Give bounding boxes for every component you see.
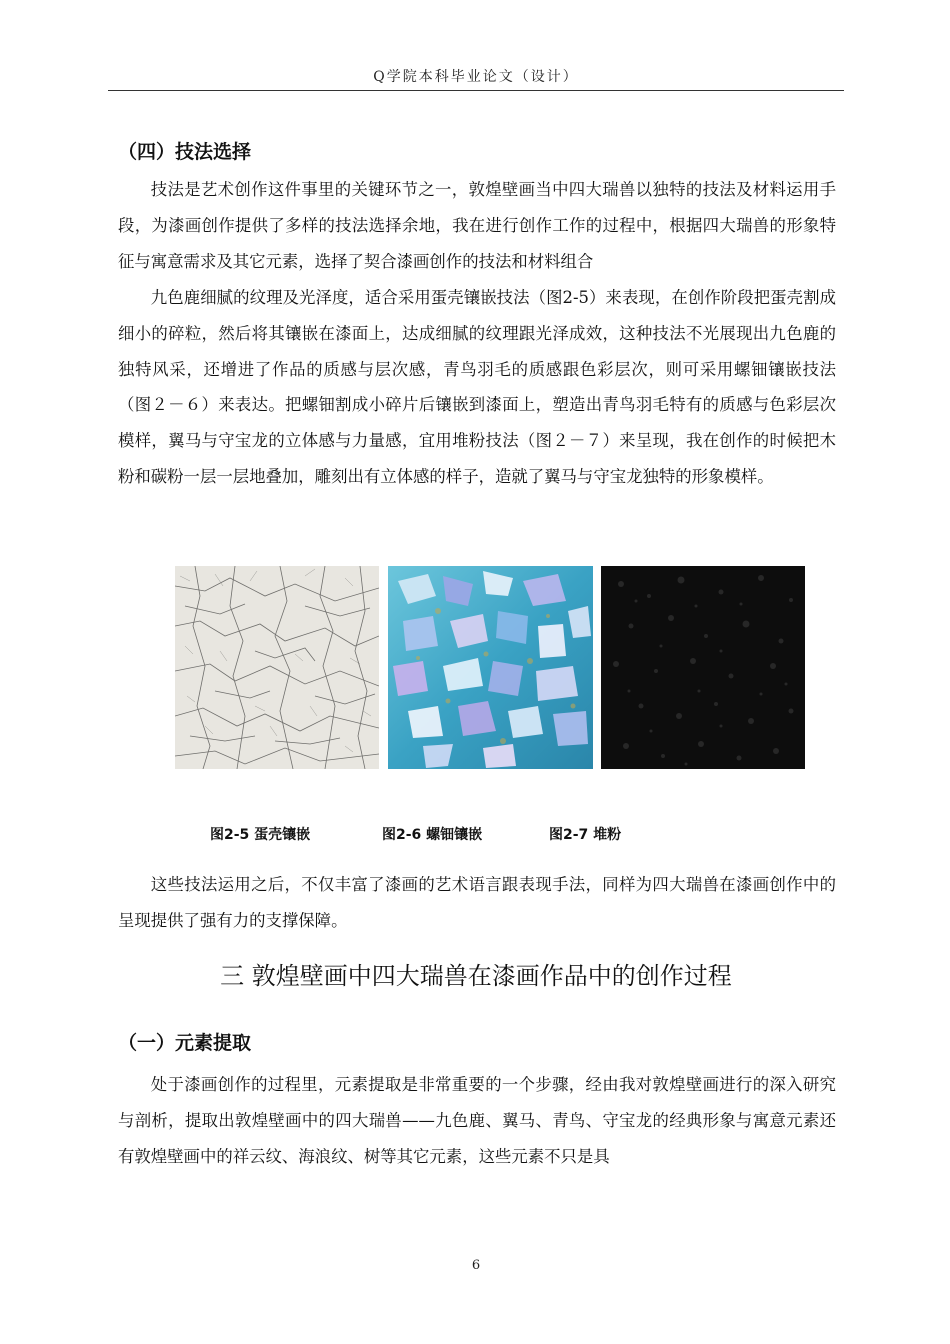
paragraph-technique-summary: 这些技法运用之后，不仅丰富了漆画的艺术语言跟表现手法，同样为四大瑞兽在漆画创作中的呈现提供了强有力的支撑保障。 [118, 875, 836, 930]
page-number: 6 [471, 1258, 481, 1273]
caption-fig-2-7: 图2-7 堆粉 [549, 827, 622, 843]
header-rule [108, 90, 844, 91]
caption-fig-2-6: 图2-6 螺钿镶嵌 [382, 827, 483, 843]
section-heading-technique: （四）技法选择 [118, 141, 252, 163]
figure-shell-inlay [388, 566, 593, 769]
running-header: Q学院本科毕业论文（设计） [373, 69, 579, 85]
figure-group [175, 566, 804, 769]
paragraph-technique-detail: 九色鹿细腻的纹理及光泽度，适合采用蛋壳镶嵌技法（图2-5）来表现，在创作阶段把蛋壳割成细小的碎粒，然后将其镶嵌在漆面上，达成细腻的纹理跟光泽成效，这种技法不光展现出九色鹿的独特风采，还增进了作品的质感与层次感，青鸟羽毛的质感跟色彩层次，则可采用螺钿镶嵌技法（图２－６）来表达。把螺钿割成小碎片后镶嵌到漆面上，塑造出青鸟羽毛特有的质感与色彩层次模样，翼马与守宝龙的立体感与力量感，宜用堆粉技法（图２－７）来呈现，我在创作的时候把木粉和碳粉一层一层地叠加，雕刻出有立体感的样子，造就了翼马与守宝龙独特的形象模样。 [118, 288, 836, 486]
shell-inlay-image [388, 566, 593, 769]
chapter-heading: 三 敦煌壁画中四大瑞兽在漆画作品中的创作过程 [220, 962, 732, 990]
powder-texture-image [601, 566, 805, 769]
section-heading-element-extraction: （一）元素提取 [118, 1032, 252, 1054]
paragraph-technique-intro: 技法是艺术创作这件事里的关键环节之一，敦煌壁画当中四大瑞兽以独特的技法及材料运用手段，为漆画创作提供了多样的技法选择余地，我在进行创作工作的过程中，根据四大瑞兽的形象特征与寓意需求及其它元素，选择了契合漆画创作的技法和材料组合 [118, 180, 836, 271]
figure-eggshell-inlay [175, 566, 379, 769]
caption-fig-2-5: 图2-5 蛋壳镶嵌 [210, 827, 311, 843]
eggshell-texture-image [175, 566, 379, 769]
figure-captions [175, 824, 804, 844]
paragraph-element-extraction: 处于漆画创作的过程里，元素提取是非常重要的一个步骤，经由我对敦煌壁画进行的深入研究与剖析，提取出敦煌壁画中的四大瑞兽——九色鹿、翼马、青鸟、守宝龙的经典形象与寓意元素还有敦煌壁画中的祥云纹、海浪纹、树等其它元素，这些元素不只是具 [118, 1075, 836, 1166]
figure-powder-stacking [601, 566, 805, 769]
